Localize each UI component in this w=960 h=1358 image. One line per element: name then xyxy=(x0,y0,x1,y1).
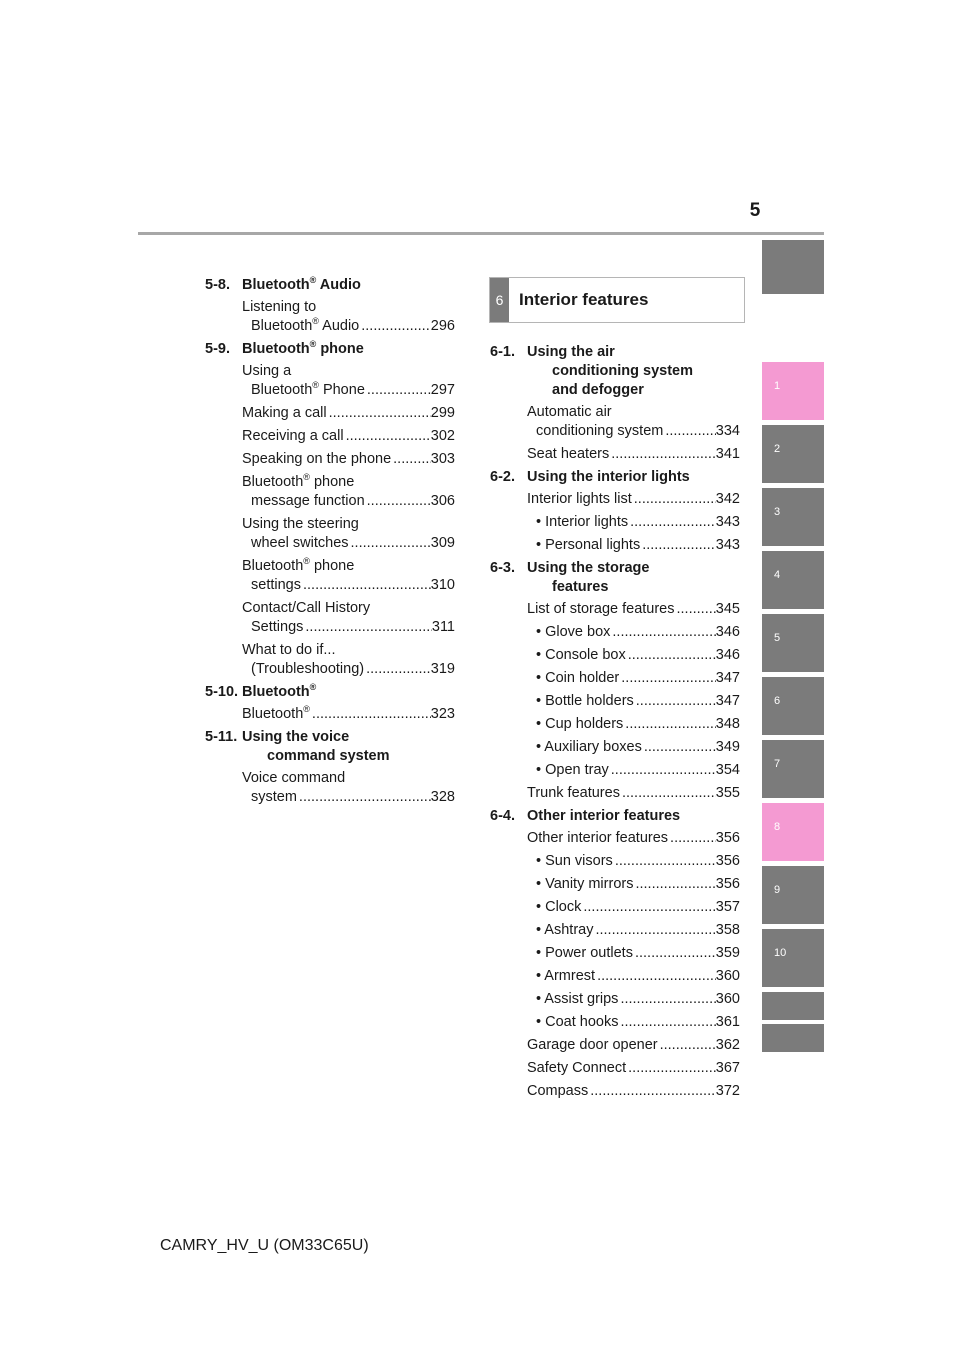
section-title: Bluetooth xyxy=(242,341,310,357)
entry-page: 319 xyxy=(430,661,455,677)
thumb-tab-label: 2 xyxy=(774,443,781,455)
toc-entry[interactable] xyxy=(527,1036,740,1055)
entry-text: • Assist grips xyxy=(536,991,619,1007)
entry-page: 343 xyxy=(715,514,740,530)
entry-text: • Coat hooks xyxy=(536,1014,619,1030)
entry-text: Making a call xyxy=(242,405,327,421)
toc-entry[interactable] xyxy=(242,404,455,423)
toc-entry[interactable] xyxy=(527,829,740,848)
registered-mark: ® xyxy=(309,682,317,693)
leader-dots xyxy=(618,1013,715,1032)
entry-text: Using the steering xyxy=(242,516,359,532)
leader-dots xyxy=(626,646,716,665)
section-number: 5-10. xyxy=(205,684,239,700)
entry-page: 309 xyxy=(430,535,455,551)
entry-text: • Cup holders xyxy=(536,716,624,732)
section-title: Bluetooth xyxy=(242,684,310,700)
entry-page: 360 xyxy=(715,968,740,984)
entry-text: Bluetooth xyxy=(242,474,304,490)
toc-entry[interactable] xyxy=(242,705,455,724)
section-number: 5-9. xyxy=(205,341,230,357)
entry-text: Bluetooth xyxy=(242,558,304,574)
entry-text: • Power outlets xyxy=(536,945,633,961)
toc-subentry[interactable] xyxy=(527,669,740,688)
toc-entry[interactable] xyxy=(527,445,740,464)
leader-dots xyxy=(595,967,716,986)
toc-entry[interactable] xyxy=(527,403,740,441)
entry-text: Bluetooth xyxy=(251,382,313,398)
thumb-tab-blank-b xyxy=(762,1024,824,1052)
toc-entry[interactable] xyxy=(242,298,455,336)
leader-dots xyxy=(632,490,716,509)
section-number: 5-11. xyxy=(205,729,238,745)
toc-entry[interactable] xyxy=(242,473,455,511)
thumb-tab-10[interactable] xyxy=(762,929,824,987)
toc-subentry[interactable] xyxy=(527,761,740,780)
leader-dots xyxy=(344,427,431,446)
leader-dots xyxy=(623,715,716,734)
entry-page: 311 xyxy=(431,619,455,635)
toc-entry[interactable] xyxy=(527,784,740,803)
entry-page: 372 xyxy=(715,1083,740,1099)
toc-entry[interactable] xyxy=(242,599,455,637)
leader-dots xyxy=(634,692,716,711)
toc-subentry[interactable] xyxy=(527,967,740,986)
thumb-tab-label: 9 xyxy=(774,884,781,896)
toc-section-6-2[interactable] xyxy=(490,468,740,487)
toc-section-5-9[interactable] xyxy=(205,340,455,359)
leader-dots xyxy=(365,381,431,400)
entry-page: 367 xyxy=(715,1060,740,1076)
section-title: Other interior features xyxy=(527,808,681,824)
entry-page: 356 xyxy=(715,853,740,869)
thumb-tab-label: 5 xyxy=(774,632,781,644)
entry-page: 348 xyxy=(715,716,740,732)
thumb-tab-8[interactable] xyxy=(762,803,824,861)
entry-text: Compass xyxy=(527,1083,589,1099)
leader-dots xyxy=(301,576,431,595)
toc-subentry[interactable] xyxy=(527,1013,740,1032)
leader-dots xyxy=(620,784,716,803)
chapter-title: Interior features xyxy=(519,290,649,309)
thumb-tab-label: 8 xyxy=(774,821,781,833)
registered-mark: ® xyxy=(309,275,317,286)
entry-text: • Coin holder xyxy=(536,670,620,686)
entry-text: message function xyxy=(251,493,365,509)
toc-subentry[interactable] xyxy=(527,921,740,940)
entry-text: • Console box xyxy=(536,647,626,663)
entry-text: • Armrest xyxy=(536,968,596,984)
registered-mark: ® xyxy=(303,704,310,715)
entry-text: Phone xyxy=(318,382,365,398)
thumb-tab-blank-top xyxy=(762,240,824,294)
leader-dots xyxy=(327,404,431,423)
leader-dots xyxy=(581,898,715,917)
entry-page: 356 xyxy=(715,830,740,846)
toc-section-5-8[interactable] xyxy=(205,276,455,295)
toc-entry[interactable] xyxy=(242,450,455,469)
section-title: features xyxy=(552,579,609,595)
section-number: 6-3. xyxy=(490,560,515,576)
leader-dots xyxy=(297,788,431,807)
leader-dots xyxy=(365,492,431,511)
entry-text: What to do if... xyxy=(242,642,336,658)
entry-page: 347 xyxy=(715,670,740,686)
registered-mark: ® xyxy=(312,316,319,327)
thumb-tab-5[interactable] xyxy=(762,614,824,672)
entry-page: 302 xyxy=(430,428,455,444)
leader-dots xyxy=(618,990,715,1009)
section-number: 6-2. xyxy=(490,469,515,485)
toc-section-6-1[interactable] xyxy=(490,343,740,400)
thumb-tab-3[interactable] xyxy=(762,488,824,546)
toc-subentry[interactable] xyxy=(527,738,740,757)
entry-page: 328 xyxy=(430,789,455,805)
leader-dots xyxy=(675,600,716,619)
entry-text: Contact/Call History xyxy=(242,600,371,616)
registered-mark: ® xyxy=(303,472,310,483)
leader-dots xyxy=(349,534,431,553)
thumb-tab-6[interactable] xyxy=(762,677,824,735)
thumb-tab-1[interactable] xyxy=(762,362,824,420)
entry-text: Using a xyxy=(242,363,292,379)
entry-text: Listening to xyxy=(242,299,317,315)
entry-page: 355 xyxy=(715,785,740,801)
thumb-tab-7[interactable] xyxy=(762,740,824,798)
toc-entry[interactable] xyxy=(242,641,455,679)
toc-section-6-3[interactable] xyxy=(490,559,740,597)
leader-dots xyxy=(640,536,716,555)
entry-page: 299 xyxy=(430,405,455,421)
entry-page: 359 xyxy=(715,945,740,961)
toc-subentry[interactable] xyxy=(527,715,740,734)
section-title: Bluetooth xyxy=(242,277,310,293)
registered-mark: ® xyxy=(303,556,310,567)
entry-text: (Troubleshooting) xyxy=(251,661,365,677)
entry-text: Receiving a call xyxy=(242,428,344,444)
entry-page: 342 xyxy=(715,491,740,507)
section-title: Using the voice xyxy=(242,729,350,745)
thumb-tab-blank-a xyxy=(762,992,824,1020)
entry-page: 306 xyxy=(430,493,455,509)
leader-dots xyxy=(633,875,715,894)
entry-text: • Sun visors xyxy=(536,853,613,869)
leader-dots xyxy=(613,852,716,871)
entry-page: 362 xyxy=(715,1037,740,1053)
entry-page: 323 xyxy=(430,706,455,722)
leader-dots xyxy=(619,669,716,688)
entry-text: Voice command xyxy=(242,770,346,786)
entry-text: Garage door opener xyxy=(527,1037,658,1053)
section-number: 6-1. xyxy=(490,344,515,360)
thumb-tab-label: 10 xyxy=(774,947,787,959)
entry-text: phone xyxy=(309,474,355,490)
entry-page: 347 xyxy=(715,693,740,709)
entry-text: • Personal lights xyxy=(536,537,641,553)
entry-text: wheel switches xyxy=(251,535,349,551)
thumb-tab-label: 6 xyxy=(774,695,781,707)
toc-entry[interactable] xyxy=(242,769,455,807)
leader-dots xyxy=(609,761,716,780)
entry-text: • Interior lights xyxy=(536,514,629,530)
toc-section-6-4[interactable] xyxy=(490,807,740,826)
chapter-header[interactable] xyxy=(489,277,745,323)
leader-dots xyxy=(610,623,715,642)
entry-text: List of storage features xyxy=(527,601,675,617)
thumb-tab-4[interactable] xyxy=(762,551,824,609)
entry-page: 354 xyxy=(715,762,740,778)
entry-text: settings xyxy=(251,577,301,593)
entry-page: 297 xyxy=(430,382,455,398)
entry-text: Seat heaters xyxy=(527,446,610,462)
entry-page: 343 xyxy=(715,537,740,553)
toc-subentry[interactable] xyxy=(527,944,740,963)
leader-dots xyxy=(633,944,716,963)
entry-page: 356 xyxy=(715,876,740,892)
entry-page: 360 xyxy=(715,991,740,1007)
leader-dots xyxy=(663,422,715,441)
toc-subentry[interactable] xyxy=(527,646,740,665)
entry-page: 345 xyxy=(715,601,740,617)
toc-subentry[interactable] xyxy=(527,513,740,532)
entry-page: 334 xyxy=(715,423,740,439)
section-title: conditioning system xyxy=(552,363,693,379)
leader-dots xyxy=(628,513,716,532)
entry-page: 357 xyxy=(715,899,740,915)
section-title: Using the interior lights xyxy=(527,469,690,485)
toc-entry[interactable] xyxy=(242,362,455,400)
section-title: Using the storage xyxy=(527,560,650,576)
registered-mark: ® xyxy=(312,380,319,391)
toc-left-column xyxy=(205,276,455,811)
section-number: 6-4. xyxy=(490,808,515,824)
entry-page: 349 xyxy=(715,739,740,755)
toc-subentry[interactable] xyxy=(527,875,740,894)
toc-entry[interactable] xyxy=(527,490,740,509)
thumb-tab-label: 7 xyxy=(774,758,781,770)
toc-subentry[interactable] xyxy=(527,692,740,711)
entry-text: • Bottle holders xyxy=(536,693,634,709)
leader-dots xyxy=(391,450,431,469)
entry-page: 346 xyxy=(715,647,740,663)
chapter-number: 6 xyxy=(490,278,509,322)
entry-text: Interior lights list xyxy=(527,491,632,507)
section-number: 5-8. xyxy=(205,277,230,293)
toc-section-5-10[interactable] xyxy=(205,683,455,702)
entry-text: Trunk features xyxy=(527,785,620,801)
toc-entry[interactable] xyxy=(242,427,455,446)
footer-model-code: CAMRY_HV_U (OM33C65U) xyxy=(160,1237,369,1254)
section-title: Using the air xyxy=(527,344,615,360)
entry-page: 346 xyxy=(715,624,740,640)
entry-text: Audio xyxy=(318,318,360,334)
leader-dots xyxy=(359,317,431,336)
entry-text: Settings xyxy=(251,619,304,635)
thumb-tab-label: 4 xyxy=(774,569,781,581)
leader-dots xyxy=(642,738,716,757)
toc-subentry[interactable] xyxy=(527,898,740,917)
registered-mark: ® xyxy=(309,339,317,350)
toc-section-5-11[interactable] xyxy=(205,728,455,766)
leader-dots xyxy=(364,660,431,679)
entry-text: system xyxy=(251,789,297,805)
entry-text: • Glove box xyxy=(536,624,611,640)
entry-text: Automatic air xyxy=(527,404,612,420)
entry-text: Speaking on the phone xyxy=(242,451,392,467)
leader-dots xyxy=(588,1082,716,1101)
thumb-tab-label: 3 xyxy=(774,506,781,518)
entry-text: • Open tray xyxy=(536,762,609,778)
section-title-rest: Audio xyxy=(316,277,361,293)
toc-entry[interactable] xyxy=(242,515,455,553)
leader-dots xyxy=(658,1036,716,1055)
toc-right-column xyxy=(490,343,740,1105)
entry-text: • Ashtray xyxy=(536,922,594,938)
entry-text: phone xyxy=(309,558,355,574)
toc-subentry[interactable] xyxy=(527,536,740,555)
entry-text: • Vanity mirrors xyxy=(536,876,634,892)
entry-text: conditioning system xyxy=(536,423,664,439)
entry-page: 303 xyxy=(430,451,455,467)
thumb-tab-2[interactable] xyxy=(762,425,824,483)
header-rule xyxy=(138,232,824,235)
entry-text: Safety Connect xyxy=(527,1060,627,1076)
leader-dots xyxy=(626,1059,716,1078)
toc-subentry[interactable] xyxy=(527,623,740,642)
toc-entry[interactable] xyxy=(527,1082,740,1101)
leader-dots xyxy=(668,829,716,848)
entry-page: 358 xyxy=(715,922,740,938)
section-title-rest: phone xyxy=(316,341,364,357)
toc-subentry[interactable] xyxy=(527,990,740,1009)
leader-dots xyxy=(609,445,716,464)
thumb-tab-9[interactable] xyxy=(762,866,824,924)
leader-dots xyxy=(310,705,431,724)
entry-page: 341 xyxy=(715,446,740,462)
toc-entry[interactable] xyxy=(242,557,455,595)
entry-text: • Auxiliary boxes xyxy=(536,739,642,755)
toc-entry[interactable] xyxy=(527,1059,740,1078)
page-number: 5 xyxy=(749,200,761,221)
toc-subentry[interactable] xyxy=(527,852,740,871)
thumb-tab-label: 1 xyxy=(774,380,781,392)
entry-text: Other interior features xyxy=(527,830,669,846)
section-title: and defogger xyxy=(552,382,644,398)
entry-text: Bluetooth xyxy=(242,706,304,722)
toc-entry[interactable] xyxy=(527,600,740,619)
leader-dots xyxy=(303,618,431,637)
entry-page: 310 xyxy=(430,577,455,593)
leader-dots xyxy=(593,921,715,940)
entry-text: Bluetooth xyxy=(251,318,313,334)
entry-page: 361 xyxy=(715,1014,740,1030)
section-title: command system xyxy=(267,748,390,764)
entry-page: 296 xyxy=(430,318,455,334)
entry-text: • Clock xyxy=(536,899,582,915)
